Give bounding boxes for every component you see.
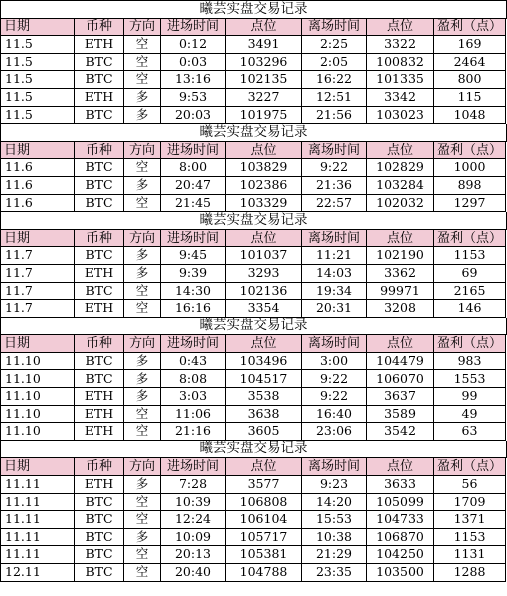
date-cell: 11.5 [1, 54, 75, 72]
header-exit-time: 离场时间 [302, 335, 367, 353]
header-row [1, 19, 507, 37]
header-entry-time: 进场时间 [161, 458, 226, 476]
date-cell: 11.6 [1, 195, 75, 213]
coin-cell: ETH [75, 423, 124, 441]
entry-time-cell: 0:12 [161, 36, 226, 54]
exit-price-cell: 102190 [367, 247, 434, 265]
header-coin: 币种 [75, 335, 124, 353]
profit-cell: 1153 [434, 529, 506, 547]
header-date: 日期 [1, 19, 75, 37]
date-cell: 11.5 [1, 89, 75, 107]
direction-cell: 空 [124, 195, 161, 213]
entry-price-cell: 3577 [226, 476, 302, 494]
coin-cell: BTC [75, 71, 124, 89]
profit-cell: 1709 [434, 494, 506, 512]
header-exit-price: 点位 [367, 19, 434, 37]
date-cell: 12.11 [1, 564, 75, 582]
entry-time-cell: 20:40 [161, 564, 226, 582]
profit-cell: 69 [434, 265, 506, 283]
exit-price-cell: 104250 [367, 546, 434, 564]
exit-time-cell: 19:34 [302, 283, 367, 301]
header-coin: 币种 [75, 142, 124, 160]
header-date: 日期 [1, 335, 75, 353]
profit-cell: 1288 [434, 564, 506, 582]
entry-time-cell: 10:39 [161, 494, 226, 512]
exit-price-cell: 103284 [367, 177, 434, 195]
direction-cell: 多 [124, 388, 161, 406]
entry-price-cell: 3638 [226, 406, 302, 424]
profit-cell: 99 [434, 388, 506, 406]
table-row [1, 511, 507, 529]
exit-price-cell: 3208 [367, 300, 434, 318]
coin-cell: BTC [75, 283, 124, 301]
direction-cell: 空 [124, 423, 161, 441]
table-row [1, 370, 507, 388]
exit-price-cell: 99971 [367, 283, 434, 301]
entry-time-cell: 11:06 [161, 406, 226, 424]
date-cell: 11.11 [1, 546, 75, 564]
exit-price-cell: 103500 [367, 564, 434, 582]
coin-cell: ETH [75, 89, 124, 107]
coin-cell: BTC [75, 177, 124, 195]
profit-cell: 1297 [434, 195, 506, 213]
entry-time-cell: 21:45 [161, 195, 226, 213]
coin-cell: ETH [75, 406, 124, 424]
profit-cell: 63 [434, 423, 506, 441]
table-row [1, 406, 507, 424]
header-entry-price: 点位 [226, 335, 302, 353]
date-cell: 11.11 [1, 476, 75, 494]
header-row [1, 335, 507, 353]
coin-cell: BTC [75, 54, 124, 72]
exit-time-cell: 3:00 [302, 353, 367, 371]
table-row [1, 71, 507, 89]
exit-price-cell: 3362 [367, 265, 434, 283]
exit-price-cell: 102032 [367, 195, 434, 213]
coin-cell: BTC [75, 494, 124, 512]
exit-time-cell: 2:25 [302, 36, 367, 54]
profit-cell: 898 [434, 177, 506, 195]
coin-cell: BTC [75, 370, 124, 388]
entry-price-cell: 3538 [226, 388, 302, 406]
profit-cell: 983 [434, 353, 506, 371]
direction-cell: 空 [124, 564, 161, 582]
coin-cell: BTC [75, 195, 124, 213]
date-cell: 11.7 [1, 247, 75, 265]
header-row [1, 230, 507, 248]
coin-cell: BTC [75, 511, 124, 529]
table-row [1, 564, 507, 582]
entry-time-cell: 10:09 [161, 529, 226, 547]
entry-price-cell: 103296 [226, 54, 302, 72]
table-row [1, 546, 507, 564]
entry-price-cell: 106104 [226, 511, 302, 529]
date-cell: 11.5 [1, 71, 75, 89]
direction-cell: 多 [124, 529, 161, 547]
section-title: 曦芸实盘交易记录 [1, 441, 507, 459]
entry-time-cell: 12:24 [161, 511, 226, 529]
exit-price-cell: 3322 [367, 36, 434, 54]
direction-cell: 多 [124, 476, 161, 494]
date-cell: 11.6 [1, 177, 75, 195]
profit-cell: 56 [434, 476, 506, 494]
coin-cell: BTC [75, 564, 124, 582]
exit-price-cell: 101335 [367, 71, 434, 89]
direction-cell: 空 [124, 283, 161, 301]
exit-time-cell: 10:38 [302, 529, 367, 547]
exit-time-cell: 21:29 [302, 546, 367, 564]
date-cell: 11.7 [1, 283, 75, 301]
entry-time-cell: 8:00 [161, 159, 226, 177]
header-entry-time: 进场时间 [161, 19, 226, 37]
exit-time-cell: 9:23 [302, 476, 367, 494]
profit-cell: 2464 [434, 54, 506, 72]
header-entry-price: 点位 [226, 142, 302, 160]
exit-price-cell: 3542 [367, 423, 434, 441]
date-cell: 11.11 [1, 529, 75, 547]
entry-time-cell: 14:30 [161, 283, 226, 301]
exit-time-cell: 11:21 [302, 247, 367, 265]
header-exit-time: 离场时间 [302, 19, 367, 37]
section-title-row [1, 441, 507, 459]
exit-time-cell: 23:06 [302, 423, 367, 441]
header-date: 日期 [1, 230, 75, 248]
date-cell: 11.11 [1, 494, 75, 512]
header-entry-price: 点位 [226, 230, 302, 248]
exit-time-cell: 9:22 [302, 159, 367, 177]
entry-price-cell: 3354 [226, 300, 302, 318]
table-row [1, 36, 507, 54]
entry-time-cell: 9:53 [161, 89, 226, 107]
profit-cell: 800 [434, 71, 506, 89]
entry-price-cell: 105381 [226, 546, 302, 564]
table-row [1, 388, 507, 406]
header-profit: 盈利（点） [434, 335, 506, 353]
exit-price-cell: 3633 [367, 476, 434, 494]
entry-price-cell: 3491 [226, 36, 302, 54]
entry-price-cell: 103496 [226, 353, 302, 371]
direction-cell: 多 [124, 247, 161, 265]
entry-time-cell: 20:13 [161, 546, 226, 564]
header-entry-time: 进场时间 [161, 142, 226, 160]
entry-price-cell: 103329 [226, 195, 302, 213]
direction-cell: 空 [124, 71, 161, 89]
entry-price-cell: 102135 [226, 71, 302, 89]
table-row [1, 353, 507, 371]
header-profit: 盈利（点） [434, 458, 506, 476]
entry-price-cell: 105717 [226, 529, 302, 547]
header-exit-price: 点位 [367, 458, 434, 476]
entry-time-cell: 20:03 [161, 107, 226, 125]
date-cell: 11.10 [1, 370, 75, 388]
date-cell: 11.5 [1, 107, 75, 125]
exit-time-cell: 9:22 [302, 388, 367, 406]
coin-cell: BTC [75, 247, 124, 265]
table-row [1, 89, 507, 107]
coin-cell: ETH [75, 388, 124, 406]
direction-cell: 空 [124, 36, 161, 54]
date-cell: 11.10 [1, 423, 75, 441]
date-cell: 11.7 [1, 300, 75, 318]
exit-time-cell: 23:35 [302, 564, 367, 582]
table-row [1, 177, 507, 195]
header-entry-time: 进场时间 [161, 230, 226, 248]
header-date: 日期 [1, 458, 75, 476]
table-row [1, 283, 507, 301]
date-cell: 11.7 [1, 265, 75, 283]
exit-price-cell: 106870 [367, 529, 434, 547]
coin-cell: ETH [75, 300, 124, 318]
table-row [1, 195, 507, 213]
exit-time-cell: 2:05 [302, 54, 367, 72]
coin-cell: BTC [75, 353, 124, 371]
direction-cell: 空 [124, 546, 161, 564]
date-cell: 11.10 [1, 406, 75, 424]
date-cell: 11.5 [1, 36, 75, 54]
header-entry-price: 点位 [226, 458, 302, 476]
entry-time-cell: 3:03 [161, 388, 226, 406]
header-direction: 方向 [124, 458, 161, 476]
table-row [1, 529, 507, 547]
table-row [1, 494, 507, 512]
direction-cell: 空 [124, 54, 161, 72]
exit-time-cell: 9:22 [302, 370, 367, 388]
coin-cell: ETH [75, 265, 124, 283]
direction-cell: 多 [124, 353, 161, 371]
direction-cell: 多 [124, 370, 161, 388]
direction-cell: 多 [124, 177, 161, 195]
entry-price-cell: 106808 [226, 494, 302, 512]
coin-cell: ETH [75, 476, 124, 494]
profit-cell: 1153 [434, 247, 506, 265]
entry-time-cell: 13:16 [161, 71, 226, 89]
coin-cell: ETH [75, 36, 124, 54]
exit-price-cell: 100832 [367, 54, 434, 72]
exit-time-cell: 15:53 [302, 511, 367, 529]
direction-cell: 多 [124, 89, 161, 107]
header-exit-time: 离场时间 [302, 230, 367, 248]
profit-cell: 2165 [434, 283, 506, 301]
date-cell: 11.10 [1, 388, 75, 406]
table-row [1, 247, 507, 265]
section-title-row [1, 318, 507, 336]
exit-time-cell: 16:40 [302, 406, 367, 424]
table-row [1, 476, 507, 494]
header-profit: 盈利（点） [434, 142, 506, 160]
date-cell: 11.6 [1, 159, 75, 177]
entry-time-cell: 21:16 [161, 423, 226, 441]
entry-price-cell: 104517 [226, 370, 302, 388]
entry-time-cell: 20:47 [161, 177, 226, 195]
header-row [1, 458, 507, 476]
direction-cell: 多 [124, 107, 161, 125]
profit-cell: 169 [434, 36, 506, 54]
section-title: 曦芸实盘交易记录 [1, 318, 507, 336]
header-direction: 方向 [124, 230, 161, 248]
profit-cell: 115 [434, 89, 506, 107]
entry-price-cell: 102386 [226, 177, 302, 195]
coin-cell: BTC [75, 107, 124, 125]
entry-price-cell: 104788 [226, 564, 302, 582]
entry-time-cell: 9:39 [161, 265, 226, 283]
exit-time-cell: 14:03 [302, 265, 367, 283]
coin-cell: BTC [75, 546, 124, 564]
header-date: 日期 [1, 142, 75, 160]
entry-time-cell: 16:16 [161, 300, 226, 318]
exit-time-cell: 14:20 [302, 494, 367, 512]
entry-time-cell: 0:43 [161, 353, 226, 371]
coin-cell: BTC [75, 159, 124, 177]
exit-time-cell: 20:31 [302, 300, 367, 318]
header-exit-time: 离场时间 [302, 458, 367, 476]
profit-cell: 146 [434, 300, 506, 318]
entry-price-cell: 102136 [226, 283, 302, 301]
table-row [1, 265, 507, 283]
exit-price-cell: 103023 [367, 107, 434, 125]
header-profit: 盈利（点） [434, 230, 506, 248]
entry-time-cell: 7:28 [161, 476, 226, 494]
profit-cell: 49 [434, 406, 506, 424]
section-title-row [1, 124, 507, 142]
profit-cell: 1000 [434, 159, 506, 177]
header-direction: 方向 [124, 142, 161, 160]
entry-price-cell: 3227 [226, 89, 302, 107]
profit-cell: 1048 [434, 107, 506, 125]
table-row [1, 107, 507, 125]
exit-price-cell: 3589 [367, 406, 434, 424]
entry-price-cell: 101037 [226, 247, 302, 265]
exit-price-cell: 104733 [367, 511, 434, 529]
direction-cell: 空 [124, 406, 161, 424]
direction-cell: 空 [124, 511, 161, 529]
entry-price-cell: 103829 [226, 159, 302, 177]
header-direction: 方向 [124, 19, 161, 37]
section-title: 曦芸实盘交易记录 [1, 212, 507, 230]
header-coin: 币种 [75, 458, 124, 476]
header-entry-time: 进场时间 [161, 335, 226, 353]
header-coin: 币种 [75, 230, 124, 248]
header-direction: 方向 [124, 335, 161, 353]
direction-cell: 空 [124, 300, 161, 318]
exit-time-cell: 21:56 [302, 107, 367, 125]
header-row [1, 142, 507, 160]
profit-cell: 1553 [434, 370, 506, 388]
direction-cell: 空 [124, 159, 161, 177]
header-profit: 盈利（点） [434, 19, 506, 37]
date-cell: 11.11 [1, 511, 75, 529]
profit-cell: 1131 [434, 546, 506, 564]
direction-cell: 空 [124, 494, 161, 512]
exit-price-cell: 105099 [367, 494, 434, 512]
entry-time-cell: 9:45 [161, 247, 226, 265]
exit-price-cell: 3342 [367, 89, 434, 107]
entry-price-cell: 3605 [226, 423, 302, 441]
exit-price-cell: 3637 [367, 388, 434, 406]
exit-time-cell: 22:57 [302, 195, 367, 213]
header-exit-time: 离场时间 [302, 142, 367, 160]
coin-cell: BTC [75, 529, 124, 547]
table-row [1, 423, 507, 441]
exit-time-cell: 16:22 [302, 71, 367, 89]
exit-price-cell: 104479 [367, 353, 434, 371]
header-exit-price: 点位 [367, 142, 434, 160]
exit-price-cell: 102829 [367, 159, 434, 177]
exit-time-cell: 21:36 [302, 177, 367, 195]
header-entry-price: 点位 [226, 19, 302, 37]
header-coin: 币种 [75, 19, 124, 37]
table-row [1, 54, 507, 72]
exit-price-cell: 106070 [367, 370, 434, 388]
direction-cell: 多 [124, 265, 161, 283]
entry-price-cell: 101975 [226, 107, 302, 125]
header-exit-price: 点位 [367, 230, 434, 248]
table-row [1, 300, 507, 318]
section-title: 曦芸实盘交易记录 [1, 124, 507, 142]
profit-cell: 1371 [434, 511, 506, 529]
entry-time-cell: 8:08 [161, 370, 226, 388]
section-title-row [1, 1, 507, 19]
section-title: 曦芸实盘交易记录 [1, 1, 507, 19]
header-exit-price: 点位 [367, 335, 434, 353]
entry-time-cell: 0:03 [161, 54, 226, 72]
section-title-row [1, 212, 507, 230]
entry-price-cell: 3293 [226, 265, 302, 283]
date-cell: 11.10 [1, 353, 75, 371]
exit-time-cell: 12:51 [302, 89, 367, 107]
table-row [1, 159, 507, 177]
